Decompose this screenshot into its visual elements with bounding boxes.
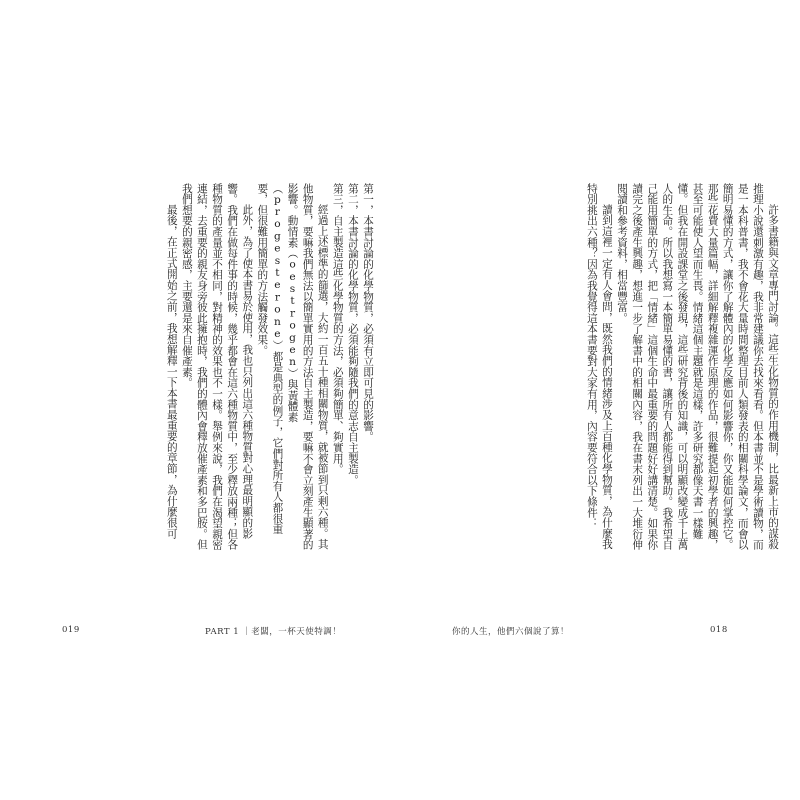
page-number-left: 019 (62, 625, 80, 635)
running-head-left: PART 1 ｜老闆，一杯天使特調！ (205, 627, 342, 637)
criteria-item-3: 第三，自主製造這些化學物質的方法，必須夠簡單、夠實用。 (331, 183, 344, 475)
body-paragraph: 經過上述標準的篩選，大約一百五十種相關物質，就被節到只剩六種。其他物質，要嘛我們無法以簡單實用的方法自主製造，要嘛不會立刻產生顯著的影響。動情素（oestrogen）與黃體素（progesterone）都是典型的例子，它們對所有人都很重要，但很難用簡單的方法觸發效果。 (256, 183, 329, 551)
body-paragraph: 最後，在正式開始之前，我想解釋一下本書最重要的章節，為什麼很可 (165, 204, 178, 539)
criteria-item-2: 第二，本書討論的化學物質，必須能夠隨我們的意志自主製造。 (346, 183, 359, 486)
body-paragraph: 許多書籍與文章專門討論。這些生化物質的作用機制，比最新上市的謀殺推理小說還刺激有趣，我非常建議你去找來看看。但本書並不是學術讀物，而是一本科普書，我不會花大量時間整理目前人類發表的相關科學論文，而會以簡明易懂的方式，讓你了解體內的化學反應如何影響你，你又能如何掌控它。那些花費大量篇幅，詳細解釋複雜運作原理的作品，很難提起初學者的興趣，甚至可能使人望而生畏。情緒這個主題就是這樣，許多研究都像天書一樣難懂。但我在開設課堂之後發現，這些研究背後的知識，可以明顯改變成千上萬人的生命。所以我想寫一本簡單易懂的書，讓所有人都能得到幫助。我希望自己能用簡單的方式，把「情緒」這個生命中最重要的問題好好講清楚。如果你讀完之後產生興趣，想進一步了解書中的相關內容，我在書末列出一大堆衍伸閱讀和參考資料，相當豐富。 (616, 183, 779, 551)
body-paragraph: 讀到這裡一定有人會問，既然我們的情緒涉及上百種化學物質，為什麼我特別挑出六種？因為我覺得這本書要對大家有用，內容要符合以下條件： (585, 183, 613, 550)
left-page-body (75, 183, 375, 553)
right-page-body (480, 183, 780, 553)
right-page (400, 0, 800, 800)
running-head-right: 你的人生，他們六個說了算！ (452, 627, 570, 637)
criteria-item-1: 第一，本書討論的化學物質，必須有立即可見的影響。 (362, 183, 374, 443)
page-number-right: 018 (710, 625, 728, 635)
body-paragraph: 此外，為了使本書易於使用，我也只列出這六種物質對心理最明顯的影響。我們在做每件事的時候，幾乎都會在這六種物質中，至少釋放兩種；但各種物質的產量並不相同，對精神的效果也不一樣。舉例來說，我們在渴望親密連結，去重要的親友身旁彼此擁抱時，我們的體內會釋放催產素和多巴胺。但我們想要的親密感，主要還是來自催產素。 (180, 183, 254, 551)
